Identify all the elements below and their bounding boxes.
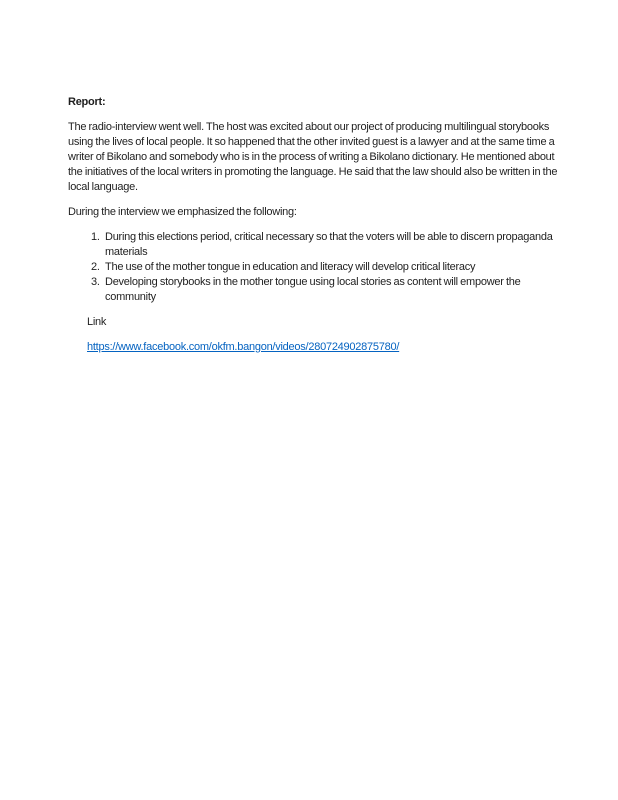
emphasis-list [68,230,558,305]
emphasis-intro: During the interview we emphasized the following: [68,206,297,218]
document-content [68,95,558,365]
link-label: Link [87,316,107,328]
link-line [87,340,558,355]
list-item-2: 2. The use of the mother tongue in education and literacy will develop critical literacy [102,260,558,275]
list-item-3: 3. Developing storybooks in the mother tongue using local stories as content will empower the community [102,275,558,305]
report-body-paragraph: The radio-interview went well. The host was excited about our project of producing multilingual storybooks using the lives of local people. It so happened that the other invited guest is a lawyer and at the same time a writer of Bikolano and somebody who is in the process of writing a Bikolano dictionary. He mentioned about the initiatives of the local writers in promoting the language. He said that the law should also be written in the local language. [68,121,558,193]
list-item-1: 1. During this elections period, critical necessary so that the voters will be able to discern propaganda materials [102,230,558,260]
facebook-video-link[interactable]: https://www.facebook.com/okfm.bangon/videos/280724902875780/ [87,341,400,353]
report-heading: Report: [68,96,106,108]
